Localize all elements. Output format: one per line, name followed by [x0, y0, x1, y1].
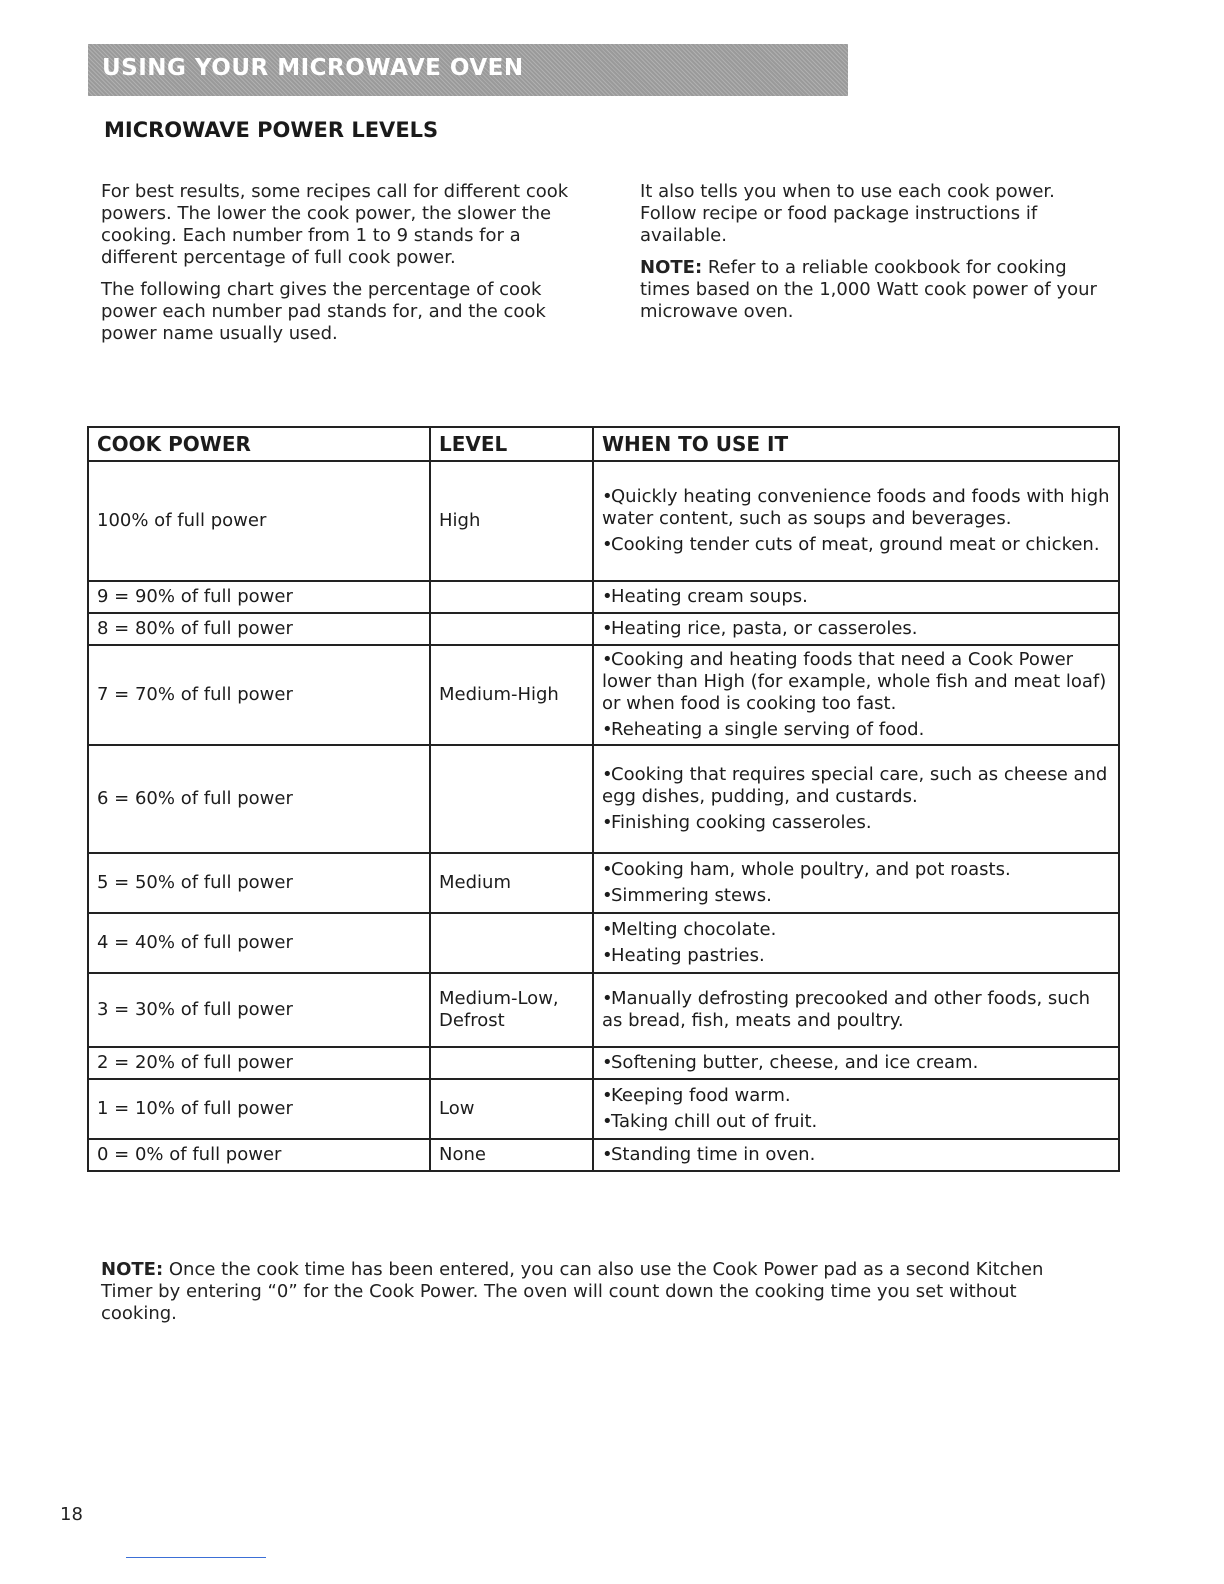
use-item	[602, 586, 1110, 608]
use-item	[602, 945, 1110, 967]
bullet-icon: •	[602, 988, 613, 1009]
bottom-note	[101, 1259, 1091, 1325]
note-label: NOTE:	[101, 1259, 164, 1280]
bullet-icon: •	[602, 919, 613, 940]
bullet-icon: •	[602, 764, 613, 785]
when-to-use-cell	[593, 613, 1119, 645]
table-header-row	[88, 427, 1119, 461]
when-to-use-cell	[593, 645, 1119, 745]
intro-paragraph: For best results, some recipes call for different cook powers. The lower the cook power, the slower the cooking. Each number from 1 to 9 stands for a different percentage of full cook power.	[101, 181, 569, 268]
use-text: Heating cream soups.	[611, 586, 808, 607]
cook-power-cell: 4 = 40% of full power	[88, 913, 430, 973]
bullet-icon: •	[602, 534, 613, 555]
use-item	[602, 618, 1110, 640]
table-row	[88, 645, 1119, 745]
use-text: Quickly heating convenience foods and foods with high water content, such as soups and beverages.	[602, 486, 1110, 529]
level-cell: Low	[430, 1079, 593, 1139]
level-cell: High	[430, 461, 593, 581]
intro-right-column	[640, 181, 1110, 333]
intro-left-column	[101, 181, 591, 355]
table-row	[88, 1047, 1119, 1079]
use-item	[602, 764, 1110, 808]
use-text: Cooking that requires special care, such as cheese and egg dishes, pudding, and custards.	[602, 764, 1108, 807]
section-banner	[88, 44, 848, 96]
when-to-use-cell	[593, 913, 1119, 973]
level-cell: Medium-Low, Defrost	[430, 973, 593, 1047]
use-item	[602, 1111, 1110, 1133]
when-to-use-cell	[593, 973, 1119, 1047]
note-label: NOTE:	[640, 257, 703, 278]
when-to-use-cell	[593, 853, 1119, 913]
level-cell: Medium	[430, 853, 593, 913]
cook-power-cell: 0 = 0% of full power	[88, 1139, 430, 1171]
use-text: Heating rice, pasta, or casseroles.	[611, 618, 918, 639]
level-cell	[430, 581, 593, 613]
page-number: 18	[60, 1504, 83, 1525]
use-item	[602, 1085, 1110, 1107]
use-text: Standing time in oven.	[611, 1144, 816, 1165]
when-to-use-cell	[593, 745, 1119, 853]
use-text: Manually defrosting precooked and other foods, such as bread, fish, meats and poultry.	[602, 988, 1091, 1031]
bullet-icon: •	[602, 945, 613, 966]
when-to-use-cell	[593, 1139, 1119, 1171]
bullet-icon: •	[602, 649, 613, 670]
when-to-use-cell	[593, 1047, 1119, 1079]
use-item	[602, 859, 1110, 881]
bullet-icon: •	[602, 1085, 613, 1106]
use-text: Simmering stews.	[611, 885, 772, 906]
note-text: Refer to a reliable cookbook for cooking times based on the 1,000 Watt cook power of your microwave oven.	[640, 257, 1097, 322]
note-paragraph	[640, 257, 1110, 323]
use-text: Cooking ham, whole poultry, and pot roasts.	[611, 859, 1011, 880]
level-cell	[430, 613, 593, 645]
header-when-to-use: WHEN TO USE IT	[593, 427, 1119, 461]
header-level: LEVEL	[430, 427, 593, 461]
when-to-use-cell	[593, 461, 1119, 581]
page-title: MICROWAVE POWER LEVELS	[104, 118, 439, 142]
cook-power-cell: 7 = 70% of full power	[88, 645, 430, 745]
level-cell: Medium-High	[430, 645, 593, 745]
bullet-icon: •	[602, 1144, 613, 1165]
cook-power-cell: 9 = 90% of full power	[88, 581, 430, 613]
table-row	[88, 853, 1119, 913]
use-item	[602, 1144, 1110, 1166]
level-cell	[430, 1047, 593, 1079]
use-item	[602, 988, 1110, 1032]
bullet-icon: •	[602, 486, 613, 507]
use-text: Reheating a single serving of food.	[611, 719, 925, 740]
use-item	[602, 719, 1110, 741]
level-cell	[430, 913, 593, 973]
use-item	[602, 919, 1110, 941]
table-row	[88, 1139, 1119, 1171]
table-row	[88, 973, 1119, 1047]
use-text: Melting chocolate.	[611, 919, 777, 940]
cook-power-cell: 3 = 30% of full power	[88, 973, 430, 1047]
use-text: Finishing cooking casseroles.	[611, 812, 872, 833]
when-to-use-cell	[593, 581, 1119, 613]
note-text: Once the cook time has been entered, you can also use the Cook Power pad as a second Kitchen Timer by entering “0” for the Cook Power. The oven will count down the cooking time you set without cooking.	[101, 1259, 1044, 1324]
table-row	[88, 745, 1119, 853]
table-row	[88, 1079, 1119, 1139]
divider	[126, 1557, 266, 1558]
power-levels-table	[87, 426, 1120, 1172]
use-item	[602, 486, 1110, 530]
bullet-icon: •	[602, 1111, 613, 1132]
use-text: Taking chill out of fruit.	[611, 1111, 818, 1132]
cook-power-cell: 1 = 10% of full power	[88, 1079, 430, 1139]
use-item	[602, 885, 1110, 907]
use-item	[602, 812, 1110, 834]
banner-title: USING YOUR MICROWAVE OVEN	[102, 55, 524, 81]
bullet-icon: •	[602, 859, 613, 880]
bullet-icon: •	[602, 1052, 613, 1073]
use-text: Softening butter, cheese, and ice cream.	[611, 1052, 979, 1073]
table-row	[88, 461, 1119, 581]
table-row	[88, 581, 1119, 613]
use-item	[602, 534, 1110, 556]
use-text: Keeping food warm.	[611, 1085, 791, 1106]
when-to-use-cell	[593, 1079, 1119, 1139]
header-cook-power: COOK POWER	[88, 427, 430, 461]
cook-power-cell: 8 = 80% of full power	[88, 613, 430, 645]
bullet-icon: •	[602, 719, 613, 740]
bullet-icon: •	[602, 812, 613, 833]
cook-power-cell: 6 = 60% of full power	[88, 745, 430, 853]
use-text: Cooking and heating foods that need a Cook Power lower than High (for example, whole fish and meat loaf) or when food is cooking too fast.	[602, 649, 1107, 714]
table-row	[88, 913, 1119, 973]
bullet-icon: •	[602, 618, 613, 639]
use-item	[602, 1052, 1110, 1074]
use-text: Heating pastries.	[611, 945, 765, 966]
bullet-icon: •	[602, 885, 613, 906]
level-cell	[430, 745, 593, 853]
intro-paragraph: It also tells you when to use each cook power. Follow recipe or food package instructions if available.	[640, 181, 1055, 246]
level-cell: None	[430, 1139, 593, 1171]
cook-power-cell: 100% of full power	[88, 461, 430, 581]
use-text: Cooking tender cuts of meat, ground meat or chicken.	[611, 534, 1100, 555]
use-item	[602, 649, 1110, 715]
cook-power-cell: 2 = 20% of full power	[88, 1047, 430, 1079]
bullet-icon: •	[602, 586, 613, 607]
cook-power-cell: 5 = 50% of full power	[88, 853, 430, 913]
table-row	[88, 613, 1119, 645]
intro-paragraph: The following chart gives the percentage of cook power each number pad stands for, and the cook power name usually used.	[101, 279, 546, 344]
